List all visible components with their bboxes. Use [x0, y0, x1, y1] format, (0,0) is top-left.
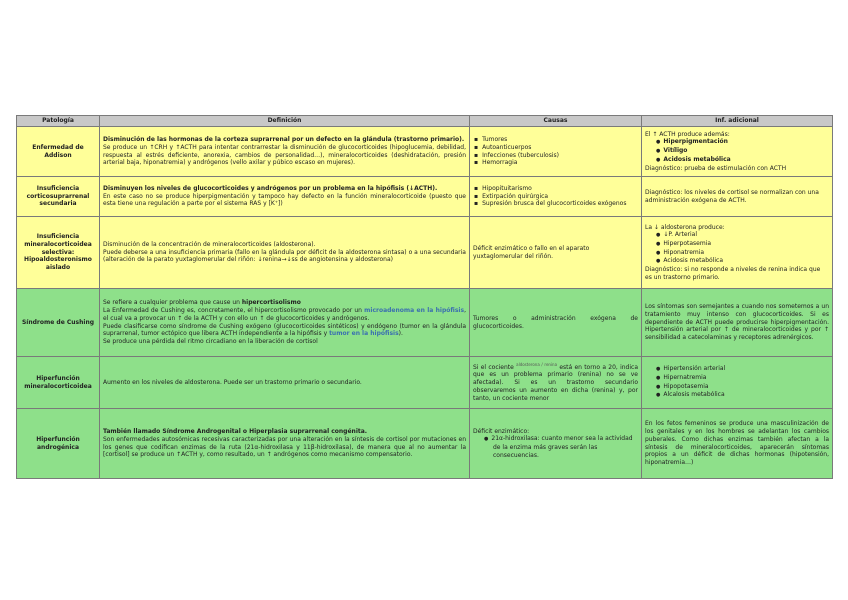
list-item: ● 21α-hidroxilasa: cuanto menor sea la actividad de la enzima más graves serán las consecuencias.	[493, 435, 638, 459]
definition-cell	[100, 289, 470, 357]
table-row	[17, 409, 833, 479]
list-item: ● Acidosis metabólica	[665, 257, 829, 266]
definition-cell	[100, 177, 470, 217]
definition-line	[103, 323, 466, 338]
table-row	[17, 289, 833, 357]
pathology-name: Enfermedad de Addison	[17, 127, 100, 177]
list-item: ● Hipopotasemia	[665, 383, 829, 392]
list-item: ▪ Autoanticuerpos	[483, 144, 638, 152]
pathology-name: Síndrome de Cushing	[17, 289, 100, 357]
causes-cell: Déficit enzimático o fallo en el aparato yuxtaglomerular del riñón.	[470, 217, 642, 289]
list-item: ▪ Infecciones (tuberculosis)	[483, 152, 638, 160]
pathology-name: Hiperfunción androgénica	[17, 409, 100, 479]
list-item: ● Alcalosis metabólica	[665, 391, 829, 400]
list-item: ● Acidosis metabólica	[665, 156, 829, 165]
definition-text: La Enfermedad de Cushing es, concretamente, el hipercortisolismo provocado por un	[103, 307, 365, 315]
info-cell: Los síntomas son semejantes a cuando nos sometemos a un tratamiento muy intenso con glucocorticoides. Si es dependiente de ACTH puede producirse hiperpigmentación. Hipertensión arterial por ↑ de mineralocorticoides y por ↑ sensibilidad a catecolaminas y receptores adrenérgicos.	[642, 289, 833, 357]
definition-line: Disminución de la concentración de mineralocorticoides (aldosterona).	[103, 240, 316, 248]
definition-line: Se produce un ↑CRH y ↑ACTH para intentar contrarrestar la disminución de glucocorticoides (hipoglucemia, debilidad, respuesta al estrés deficiente, anorexia, cambios de personalidad…), mineralocorticoides (deshidratación, presión arterial baja, hiponatremia) y andrógenos (vello axilar y púbico escaso en mujeres).	[103, 143, 466, 167]
list-item: ● Hipernatremia	[665, 374, 829, 383]
causes-cell	[470, 127, 642, 177]
list-item: ▪ Tumores	[483, 136, 638, 144]
list-item: ● Hiponatremia	[665, 249, 829, 258]
list-item: ▪ Hipopituitarismo	[483, 185, 638, 193]
info-cell	[642, 357, 833, 409]
header-info: Inf. adicional	[642, 116, 833, 127]
definition-cell	[100, 217, 470, 289]
list-item: ▪ Supresión brusca del glucocorticoides exógenos	[483, 200, 638, 208]
table-row	[17, 177, 833, 217]
definition-line: En este caso no se produce hiperpigmentación y tampoco hay defecto en la función mineralocorticoide (puesto que esta tiene una regulación a parte por el sistema RAS y [K⁺])	[103, 192, 466, 208]
info-line: Diagnóstico: prueba de estimulación con ACTH	[645, 164, 787, 172]
definition-cell: Aumento en los niveles de aldosterona. Puede ser un trastorno primario o secundario.	[100, 357, 470, 409]
definition-line	[103, 307, 466, 322]
list-item: ● ↓P. Arterial	[665, 231, 829, 240]
definition-highlight: tumor en la hipófisis	[329, 330, 399, 338]
adrenal-disorders-table	[16, 115, 833, 479]
info-line: El ↑ ACTH produce además:	[645, 130, 730, 138]
definition-text: Puede clasificarse como síndrome de Cushing exógeno (glucocorticoides sintéticos) y endógeno (tumor en la glándula suprarrenal, tumor ectópico que libera ACTH independiente a la hipófisis y	[103, 322, 466, 338]
pathology-name: Insuficiencia corticosuprarrenal secundaria	[17, 177, 100, 217]
causes-cell	[470, 177, 642, 217]
info-line: La ↓ aldosterona produce:	[645, 223, 725, 231]
definition-line	[103, 299, 466, 307]
definition-line: Son enfermedades autosómicas recesivas caracterizadas por una alteración en la síntesis de cortisol por mutaciones en los genes que codifican enzimas de la ruta (21α-hidroxilasa y 11β-hidroxilasa), de manera que al no aumentar la [cortisol] se produce un ↑ACTH y, como resultado, un ↑ andrógenos como mecanismo compensatorio.	[103, 435, 466, 459]
list-item: ● Vitíligo	[665, 147, 829, 156]
definition-line: Se produce una pérdida del ritmo circadiano en la liberación de cortisol	[103, 337, 318, 345]
causes-cell: Tumores o administración exógena de glucocorticoides.	[470, 289, 642, 357]
table-row	[17, 357, 833, 409]
causes-text: Déficit enzimático:	[473, 427, 530, 435]
causes-cell	[470, 409, 642, 479]
ratio-fraction: aldosterona / renina	[516, 361, 558, 367]
pathology-name: Hiperfunción mineralocorticoidea	[17, 357, 100, 409]
definition-highlight: microadenoma en la hipófisis	[364, 307, 465, 315]
info-cell: En los fetos femeninos se produce una masculinización de los genitales y en los hombres se adelantan los cambios puberales. Como dichas enzimas también afectan a la síntesis de mineralocorticoides, aparecerán síntomas propios a un déficit de dichas hormonas (hipotensión, hiponatremia…)	[642, 409, 833, 479]
table-row	[17, 127, 833, 177]
header-definicion: Definición	[100, 116, 470, 127]
definition-text: Se refiere a cualquier problema que cause un	[103, 299, 242, 307]
definition-line: También llamado Síndrome Androgenital o Hiperplasia suprarrenal congénita.	[103, 428, 368, 436]
definition-text: , el cual va a provocar un ↑ de la ACTH y con ello un ↑ de glucocorticoides y andrógenos.	[103, 307, 466, 322]
header-causas: Causas	[470, 116, 642, 127]
definition-line: Disminuyen los niveles de glucocorticoides y andrógenos por un problema en la hipófisis (↓ACTH).	[103, 184, 438, 192]
info-cell	[642, 127, 833, 177]
causes-text: Si el cociente	[473, 363, 514, 371]
list-item: ● Hipertensión arterial	[665, 365, 829, 374]
causes-text: está en torno a 20, indica que es un problema primario (renina) no se ve afectada). Si es un trastorno secundario observaremos un aumento en dicha (renina) y, por tanto, un cociente menor	[473, 363, 638, 402]
info-line: Diagnóstico: si no responde a niveles de renina indica que es un trastorno primario.	[645, 266, 821, 281]
definition-highlight: hipercortisolismo	[241, 299, 301, 307]
list-item: ▪ Extirpación quirúrgica	[483, 193, 638, 201]
pathology-name: Insuficiencia mineralocorticoidea selectiva: Hipoaldosteronismo aislado	[17, 217, 100, 289]
definition-cell	[100, 409, 470, 479]
definition-text: ).	[398, 330, 403, 338]
list-item: ● Hiperpigmentación	[665, 138, 829, 147]
info-cell	[642, 217, 833, 289]
definition-cell	[100, 127, 470, 177]
definition-line: Puede deberse a una insuficiencia primaria (fallo en la glándula por déficit de la aldosterona sintasa) o a una secundaria (alteración de la parato yuxtaglomerular del riñón: ↓renina→↓ss de angiotensina y aldosterona)	[103, 248, 466, 264]
causes-cell	[470, 357, 642, 409]
table-row	[17, 217, 833, 289]
header-patologia: Patología	[17, 116, 100, 127]
list-item: ● Hiperpotasemia	[665, 240, 829, 249]
definition-line: Disminución de las hormonas de la corteza suprarrenal por un defecto en la glándula (trastorno primario).	[103, 136, 465, 144]
table-header-row	[17, 116, 833, 127]
list-item: ▪ Hemorragia	[483, 159, 638, 167]
info-cell: Diagnóstico: los niveles de cortisol se normalizan con una administración exógena de ACTH.	[642, 177, 833, 217]
